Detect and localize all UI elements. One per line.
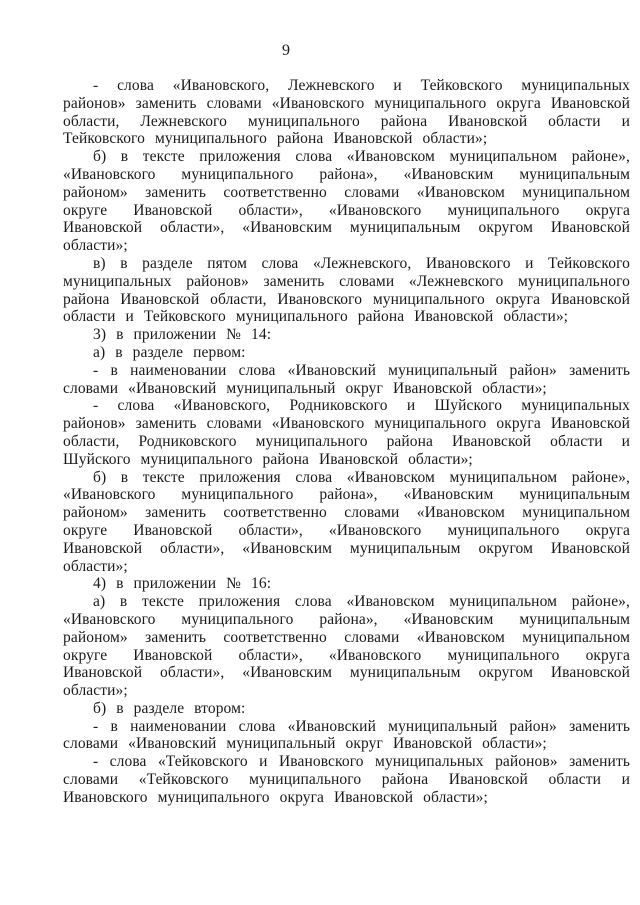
paragraph: - слова «Ивановского, Родниковского и Шуйского муниципальных районов» заменить словами «Ивановского муниципального округа Ивановской области, Родниковского муниципального района Ивановской области и Шуйского муниципального района Ивановской области»; (63, 397, 630, 468)
paragraph: в) в разделе пятом слова «Лежневского, Ивановского и Тейковского муниципальных районов» заменить словами «Лежневского муниципального района Ивановской области, Ивановского муниципального округа Ивановской области и Тейковского муниципального района Ивановской области»; (63, 254, 630, 326)
paragraph: 4) в приложении № 16: (93, 575, 272, 593)
paragraph: - в наименовании слова «Ивановский муниципальный район» заменить словами «Ивановский муниципальный округ Ивановской области»; (63, 717, 630, 753)
paragraph: а) в тексте приложения слова «Ивановском муниципальном районе», «Ивановского муниципального района», «Ивановским муниципальным районом» заменить соответственно словами «Ивановском муниципальном округе Ивановской области», «Ивановского муниципального округа Ивановской области», «Ивановским муниципальным округом Ивановской области»; (63, 593, 630, 700)
paragraph: б) в разделе втором: (93, 699, 246, 717)
document-text-block (63, 77, 630, 807)
paragraph: - слова «Тейковского и Ивановского муниципальных районов» заменить словами «Тейковского муниципального района Ивановской области и Ивановского муниципального округа Ивановской области»; (63, 753, 630, 806)
paragraph: б) в тексте приложения слова «Ивановском муниципальном районе», «Ивановского муниципального района», «Ивановским муниципальным районом» заменить соответственно словами «Ивановском муниципальном округе Ивановской области», «Ивановского муниципального округа Ивановской области», «Ивановским муниципальным округом Ивановской области»; (63, 468, 630, 575)
paragraph: - слова «Ивановского, Лежневского и Тейковского муниципальных районов» заменить словами «Ивановского муниципального округа Ивановской области, Лежневского муниципального района Ивановской области и Тейковского муниципального района Ивановской области»; (63, 77, 630, 148)
paragraph: а) в разделе первом: (93, 343, 246, 361)
page-number: 9 (282, 42, 290, 59)
paragraph: 3) в приложении № 14: (93, 326, 272, 344)
paragraph: - в наименовании слова «Ивановский муниципальный район» заменить словами «Ивановский муниципальный округ Ивановской области»; (63, 361, 630, 397)
paragraph: б) в тексте приложения слова «Ивановском муниципальном районе», «Ивановского муниципального района», «Ивановским муниципальным районом» заменить соответственно словами «Ивановском муниципальном округе Ивановской области», «Ивановского муниципального округа Ивановской области», «Ивановским муниципальным округом Ивановской области»; (63, 148, 630, 255)
